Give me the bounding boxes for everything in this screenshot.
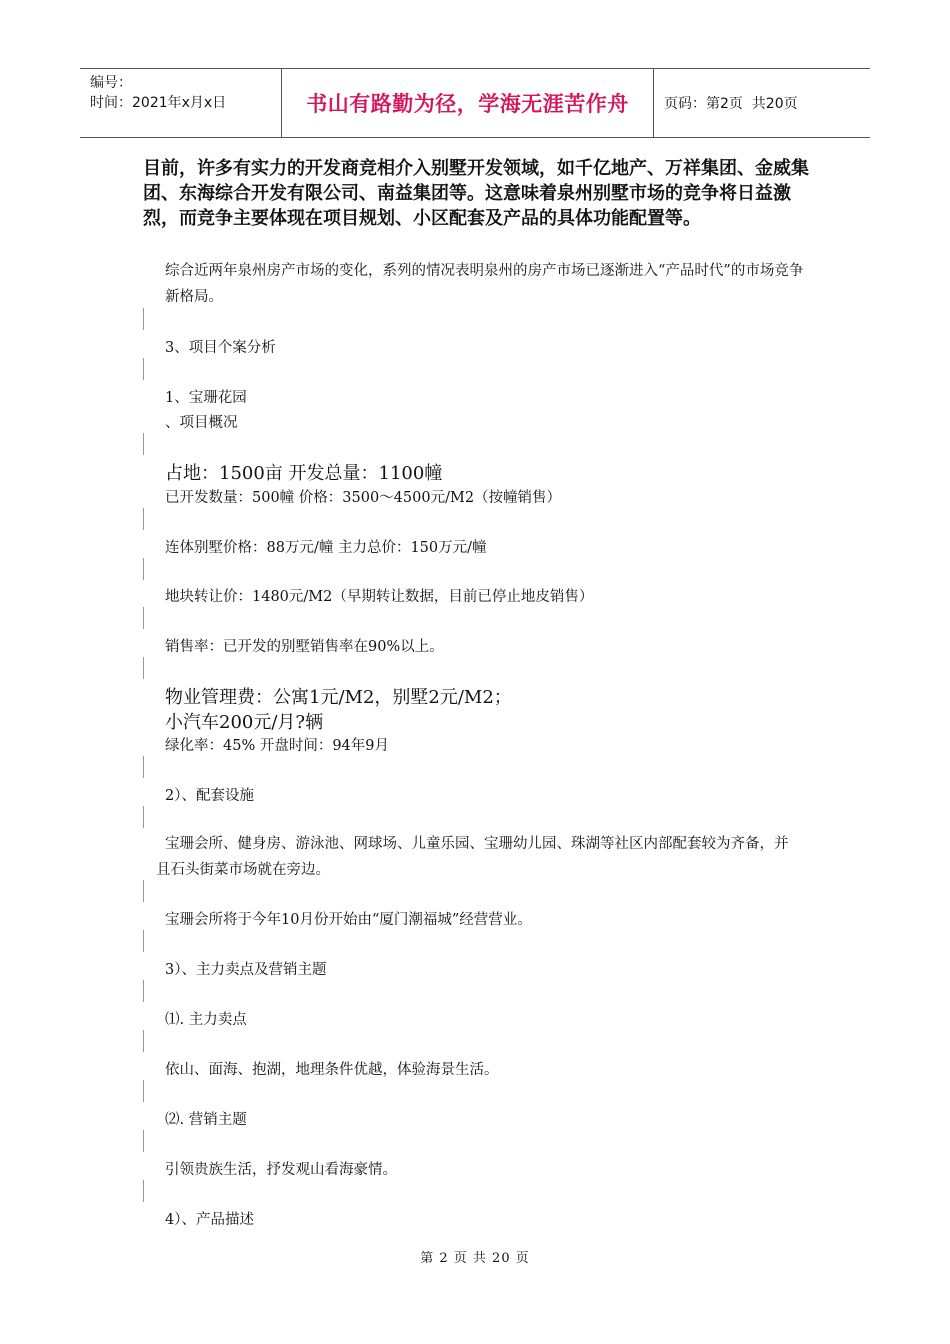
selling-points-heading: 3）、主力卖点及营销主题 [165,962,327,978]
margin-bar [143,657,144,679]
villa-price-line: 连体别墅价格：88万元/幢 主力总价：150万元/幢 [165,540,487,556]
land-area-line: 占地：1500亩 开发总量：1100幢 [165,463,443,484]
margin-bar [143,1130,144,1152]
margin-bar [143,358,144,380]
margin-bar [143,806,144,828]
club-operation-line: 宝珊会所将于今年10月份开始由“厦门潮福城”经营营业。 [165,912,532,928]
header-page-number: 页码：第2页 共20页 [664,96,798,112]
project-heading: 1、宝珊花园 [165,390,247,406]
section-heading-case-analysis: 3、项目个案分析 [165,340,276,356]
margin-bar [143,607,144,629]
developed-count-line: 已开发数量：500幢 价格：3500～4500元/M2（按幢销售） [165,490,562,506]
header-motto: 书山有路勤为径，学海无涯苦作舟 [306,92,629,116]
parking-fee-line: 小汽车200元/月?辆 [165,712,324,733]
margin-bar [143,558,144,580]
management-fee-line: 物业管理费：公寓1元/M2，别墅2元/M2； [165,687,512,708]
document-date-label: 时间：2021年x月x日 [90,95,227,111]
sales-rate-line: 销售率：已开发的别墅销售率在90%以上。 [165,639,444,655]
header-table [80,68,870,138]
footer-page-number: 第 2 页 共 20 页 [420,1251,530,1266]
margin-bar [143,1030,144,1052]
margin-bar [143,433,144,455]
document-code-label: 编号： [90,75,132,91]
green-rate-line: 绿化率：45% 开盘时间：94年9月 [165,738,390,754]
header-motto-cell [282,69,654,137]
facilities-paragraph: 宝珊会所、健身房、游泳池、网球场、儿童乐园、宝珊幼儿园、珠湖等社区内部配套较为齐备，并且石头街菜市场就在旁边。 [156,836,789,878]
margin-bar [143,308,144,330]
margin-bar [143,880,144,902]
main-selling-point-subheading: ⑴. 主力卖点 [165,1012,247,1028]
margin-bar [143,1180,144,1202]
selling-point-line: 依山、面海、抱湖，地理条件优越，体验海景生活。 [165,1062,499,1078]
overview-heading: 、项目概况 [165,415,238,431]
margin-bar [143,980,144,1002]
land-transfer-price-line: 地块转让价：1480元/M2（早期转让数据，目前已停止地皮销售） [165,589,594,605]
margin-bar [143,930,144,952]
marketing-theme-line: 引领贵族生活，抒发观山看海豪情。 [165,1162,397,1178]
margin-bar [143,1080,144,1102]
header-page-cell [654,69,870,137]
marketing-theme-subheading: ⑵. 营销主题 [165,1112,247,1128]
margin-bar [143,508,144,530]
summary-paragraph: 综合近两年泉州房产市场的变化，系列的情况表明泉州的房产市场已逐渐进入“产品时代”的市场竞争新格局。 [165,263,804,305]
page-footer [0,1247,950,1266]
header-info-cell [80,69,282,137]
facilities-heading: 2）、配套设施 [165,788,254,804]
margin-bar [143,756,144,778]
product-description-heading: 4）、产品描述 [165,1212,254,1228]
intro-paragraph: 目前，许多有实力的开发商竞相介入别墅开发领域，如千亿地产、万祥集团、金威集团、东海综合开发有限公司、南益集团等。这意味着泉州别墅市场的竞争将日益激烈，而竞争主要体现在项目规划、小区配套及产品的具体功能配置等。 [143,158,809,229]
